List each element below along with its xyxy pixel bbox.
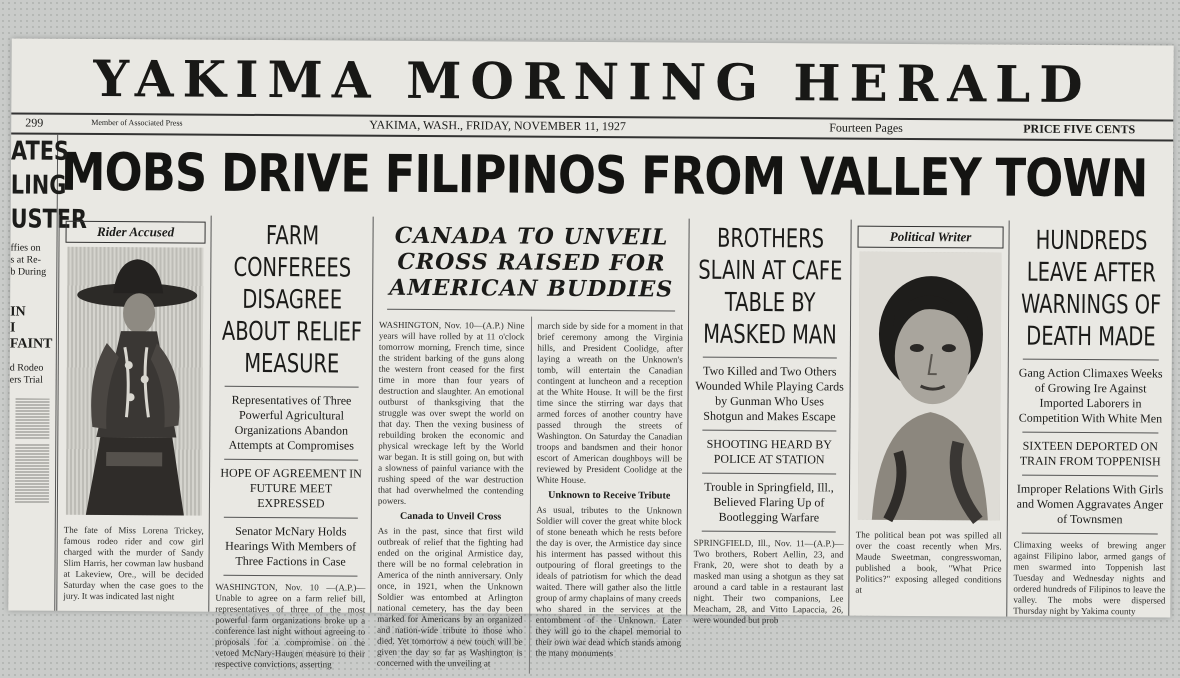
- body-text-texture: [15, 398, 49, 438]
- cut-deck-line: ers Trial: [9, 374, 43, 386]
- writer-portrait-illustration: [858, 252, 1002, 521]
- place-date: YAKIMA, WASH., FRIDAY, NOVEMBER 11, 1927: [369, 117, 626, 134]
- divider-rule: [1023, 359, 1159, 361]
- farm-subhead: HOPE OF AGREEMENT IN FUTURE MEET EXPRESSED: [220, 465, 362, 511]
- divider-rule: [703, 357, 837, 359]
- newspaper-page: [8, 38, 1173, 670]
- hundreds-deck: Improper Relations With Girls and Women Aggravates Anger of Townsmen: [1016, 481, 1164, 527]
- page-count: Fourteen Pages: [829, 120, 903, 135]
- brothers-deck: Two Killed and Two Others Wounded While Playing Cards by Gunman Who Uses Shotgun and Makes Escape: [695, 363, 844, 424]
- canada-subcolumn: [528, 317, 689, 675]
- divider-rule: [224, 517, 358, 519]
- divider-rule: [1022, 432, 1158, 434]
- divider-rule: [225, 386, 359, 388]
- cut-subhead-line: I FAINT: [9, 320, 53, 352]
- photo-rodeo-rider: [66, 247, 204, 516]
- divider-rule: [387, 309, 675, 312]
- canada-article-text: As usual, tributes to the Unknown Soldier will cover the great white block of stone beneath which he rests before the day is over, the Armistice day since his interment has passed without this outpouring of floral greetings to the ideals of patriotism for which the dead waited. There will gather also the little group of army chaplains of many creeds who shared in the services at the entombment of the Unknown. Later they will go to the chapel memorial to their own war dead which stands among the many monuments: [535, 504, 682, 659]
- farm-article-text: WASHINGTON, Nov. 10 —(A.P.)— Unable to agree on a farm relief bill, representatives of three of the most powerful farm organizations broke up a conference last night without agreeing to proposals for a compromise on the vetoed McNary-Haugen measure to their respective convictions, asserting: [214, 581, 366, 670]
- hundreds-subhead: SIXTEEN DEPORTED ON TRAIN FROM TOPPENISH: [1019, 438, 1161, 469]
- divider-rule: [702, 473, 836, 475]
- cut-headline-line: ATES: [10, 136, 70, 167]
- main-headline: MOBS DRIVE FILIPINOS FROM VALLEY TOWN: [60, 142, 1148, 210]
- hundreds-headline: HUNDREDS LEAVE AFTER WARNINGS OF DEATH MADE: [1020, 225, 1162, 353]
- canada-subcolumn: [371, 316, 531, 674]
- brothers-article-text: SPRINGFIELD, Ill., Nov. 11—(A.P.)—Two brothers, Robert Aellin, 23, and Frank, 20, were shot to death by a masked man using a shotgun as they sat around a card table in a restaurant last night. Their two companions, Lee Meacham, 28, and Vitto Lapaccia, 26, were wounded but prob: [693, 537, 844, 626]
- body-text-texture: [15, 442, 49, 502]
- divider-rule: [702, 531, 836, 533]
- volume-number: 299: [25, 115, 44, 130]
- masthead: YAKIMA MORNING HERALD: [93, 48, 1092, 115]
- column-brothers-slain: [686, 219, 851, 626]
- photo-caption-label: Political Writer: [857, 226, 1003, 249]
- canada-article-text: march side by side for a moment in that brief ceremony among the Virginia hills, and President Coolidge, after laying a wreath on the Unknown's tomb, will entertain the Canadian contingent at luncheon and a reception at the White House. It will be the first time since the stirring war days that armed forces of another country have passed through the streets of Washington. On Saturday the Canadian troops and bandsmen and their honor escort of American doughboys will be reviewed by President Coolidge at the White House.: [536, 320, 684, 485]
- rider-article-text: The fate of Miss Lorena Trickey, famous rodeo rider and cow girl charged with the murder of Sandy Slim Harris, her cowman law husband at Lakeview, Ore., will be decided Saturday when the case goes to the jury. It was indicated last night: [63, 524, 204, 602]
- column-canada-cross: [370, 217, 689, 669]
- rider-portrait-illustration: [66, 247, 204, 516]
- brothers-subhead: SHOOTING HEARD BY POLICE AT STATION: [706, 436, 833, 467]
- cut-deck-line: d Rodeo: [9, 362, 44, 374]
- photo-political-writer: [858, 252, 1002, 521]
- political-article-text: The political bean pot was spilled all over the coast recently when Mrs. Maude Sweetman, congresswoman, published a book, "What Price Politics?" exposing alleged conditions at: [855, 529, 1002, 595]
- column-farm-conferees: [208, 216, 373, 670]
- canada-headline: CANADA TO UNVEIL CROSS RAISED FOR AMERICAN BUDDIES: [389, 222, 674, 303]
- divider-rule: [224, 459, 358, 461]
- farm-deck: Representatives of Three Powerful Agricultural Organizations Abandon Attempts at Compromises: [228, 392, 354, 453]
- column-political-writer: [848, 220, 1009, 617]
- divider-rule: [1022, 533, 1158, 535]
- cut-deck-line: ffies on: [10, 242, 41, 254]
- member-note: Member of Associated Press: [91, 117, 183, 128]
- canada-subhead: Unknown to Receive Tribute: [548, 489, 671, 502]
- canada-text-columns: [371, 316, 689, 675]
- brothers-deck: Trouble in Springfield, Ill., Believed Flaring Up of Bootlegging Warfare: [704, 479, 834, 525]
- divider-rule: [223, 575, 357, 577]
- column-rider-accused: [56, 215, 211, 612]
- hundreds-article-text: Climaxing weeks of brewing anger against Filipino labor, armed gangs of men swarmed into Toppenish last Tuesday and Wednesday nights and ordered hundreds of Filipinos to leave the valley. The mobs were dispersed Thursday night by Yakima county: [1013, 539, 1166, 617]
- cut-headline-line: USTER: [10, 204, 88, 235]
- divider-rule: [1022, 475, 1158, 477]
- cut-deck-line: b During: [10, 266, 47, 278]
- canada-article-text: As in the past, since that first wild outbreak of relief that the fighting had ended on the original Armistice day, there will be no formal celebration in America of the ninth anniversary. Only once, in 1921, when the Unknown Soldier was entombed at Arlington national cemetery, has the day been marked for Americans by an organized and nation-wide tribute to those who died. Yet tomorrow a new touch will be given the day so far as Washington is concerned with the unveiling at: [376, 525, 524, 669]
- dateline-bar: [11, 112, 1173, 141]
- hundreds-deck: Gang Action Climaxes Weeks of Growing Ire Against Imported Laborers in Competition With White Men: [1018, 365, 1163, 426]
- farm-headline: FARM CONFEREES DISAGREE ABOUT RELIEF MEASURE: [221, 221, 363, 380]
- cut-deck-line: s at Re-: [10, 254, 41, 266]
- brothers-headline: BROTHERS SLAIN AT CAFE TABLE BY MASKED MAN: [698, 223, 843, 351]
- cut-headline-line: LING: [10, 170, 67, 201]
- canada-subhead: Canada to Unveil Cross: [399, 510, 502, 523]
- cut-subhead-line: IN: [10, 304, 26, 320]
- left-edge-column: [8, 134, 88, 610]
- column-hundreds-leave: [1006, 221, 1173, 618]
- photo-caption-label: Rider Accused: [66, 221, 206, 244]
- divider-rule: [702, 430, 836, 432]
- price: PRICE FIVE CENTS: [1023, 121, 1136, 137]
- canada-article-text: WASHINGTON, Nov. 10—(A.P.) Nine years will have rolled by at 11 o'clock tomorrow morning, French time, since the strident barking of the guns along the western front ceased for the first time in more than four years of destruction and slaughter. An emotional outburst of thanksgiving that the struggle was over swept the world on that day. Then the vexing business of rebuilding broken the economic and physical wreckage left by the World war began. It is still going on, but with a slowness of painful variance with the rushing speed of the war destruction that had overwhelmed the contending powers.: [377, 319, 525, 506]
- farm-deck: Senator McNary Holds Hearings With Members of Three Factions in Case: [225, 523, 357, 569]
